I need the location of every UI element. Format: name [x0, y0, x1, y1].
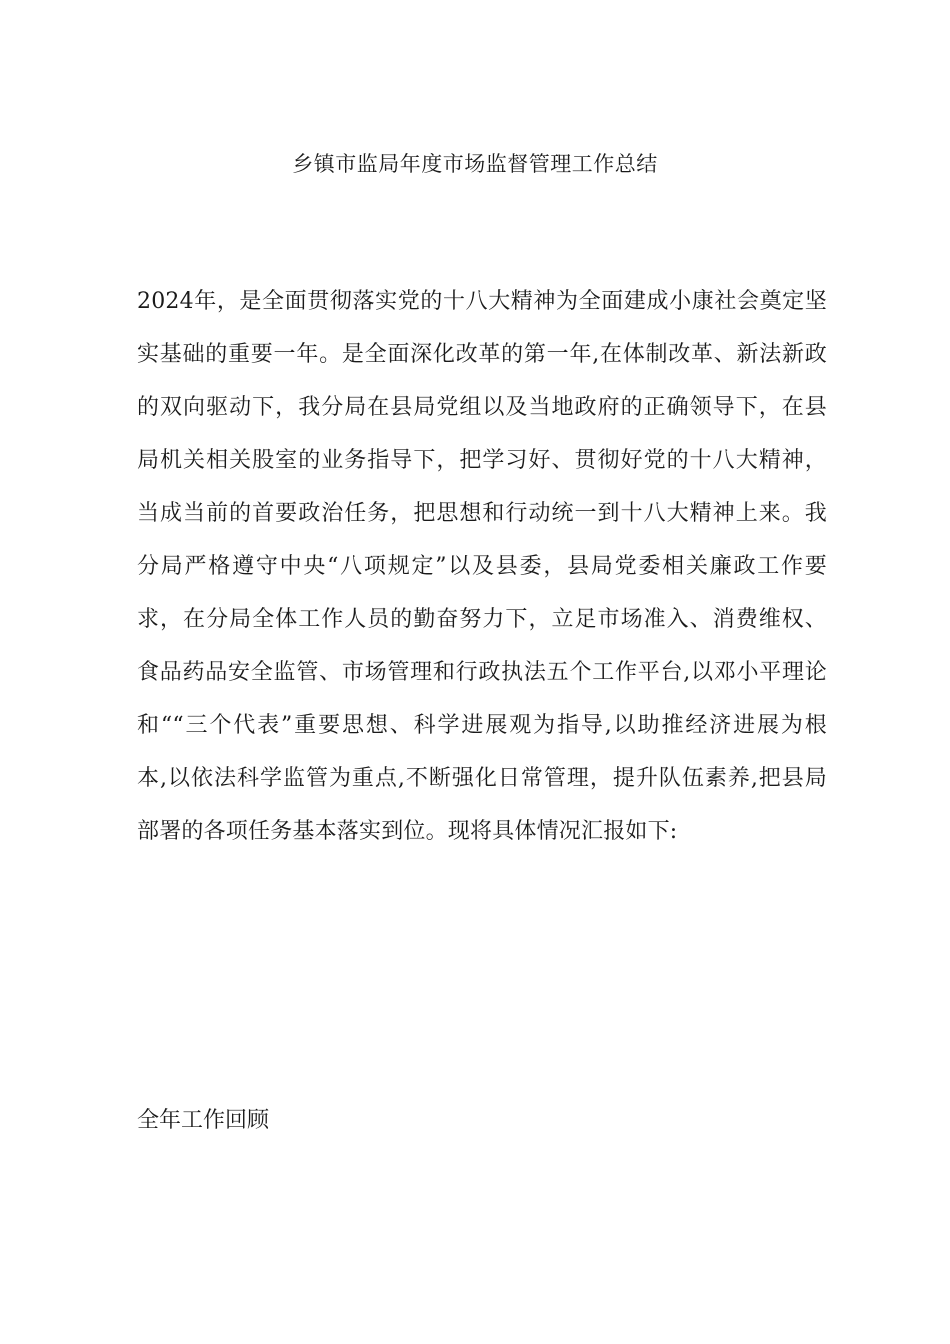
intro-paragraph [137, 282, 827, 865]
paragraph-line: 局机关相关股室的业务指导下，把学习好、贯彻好党的十八大精神， [137, 448, 827, 473]
paragraph-line: 本,以依法科学监管为重点,不断强化日常管理，提升队伍素养,把县局 [137, 766, 827, 791]
paragraph-line: 分局严格遵守中央“八项规定”以及县委，县局党委相关廉政工作要 [137, 554, 827, 579]
document-title: 乡镇市监局年度市场监督管理工作总结 [292, 152, 658, 176]
section-heading: 全年工作回顾 [137, 1108, 270, 1133]
paragraph-line: 和““三个代表”重要思想、科学进展观为指导,以助推经济进展为根 [137, 713, 827, 738]
paragraph-line: 部署的各项任务基本落实到位。现将具体情况汇报如下: [137, 819, 678, 844]
paragraph-line: 2024年，是全面贯彻落实党的十八大精神为全面建成小康社会奠定坚 [137, 289, 827, 314]
paragraph-line: 食品药品安全监管、市场管理和行政执法五个工作平台,以邓小平理论 [137, 660, 827, 685]
paragraph-line: 当成当前的首要政治任务，把思想和行动统一到十八大精神上来。我 [137, 501, 827, 526]
paragraph-line: 的双向驱动下，我分局在县局党组以及当地政府的正确领导下，在县 [137, 395, 827, 420]
paragraph-line: 求，在分局全体工作人员的勤奋努力下，立足市场准入、消费维权、 [137, 607, 827, 632]
paragraph-line: 实基础的重要一年。是全面深化改革的第一年,在体制改革、新法新政 [137, 342, 827, 367]
